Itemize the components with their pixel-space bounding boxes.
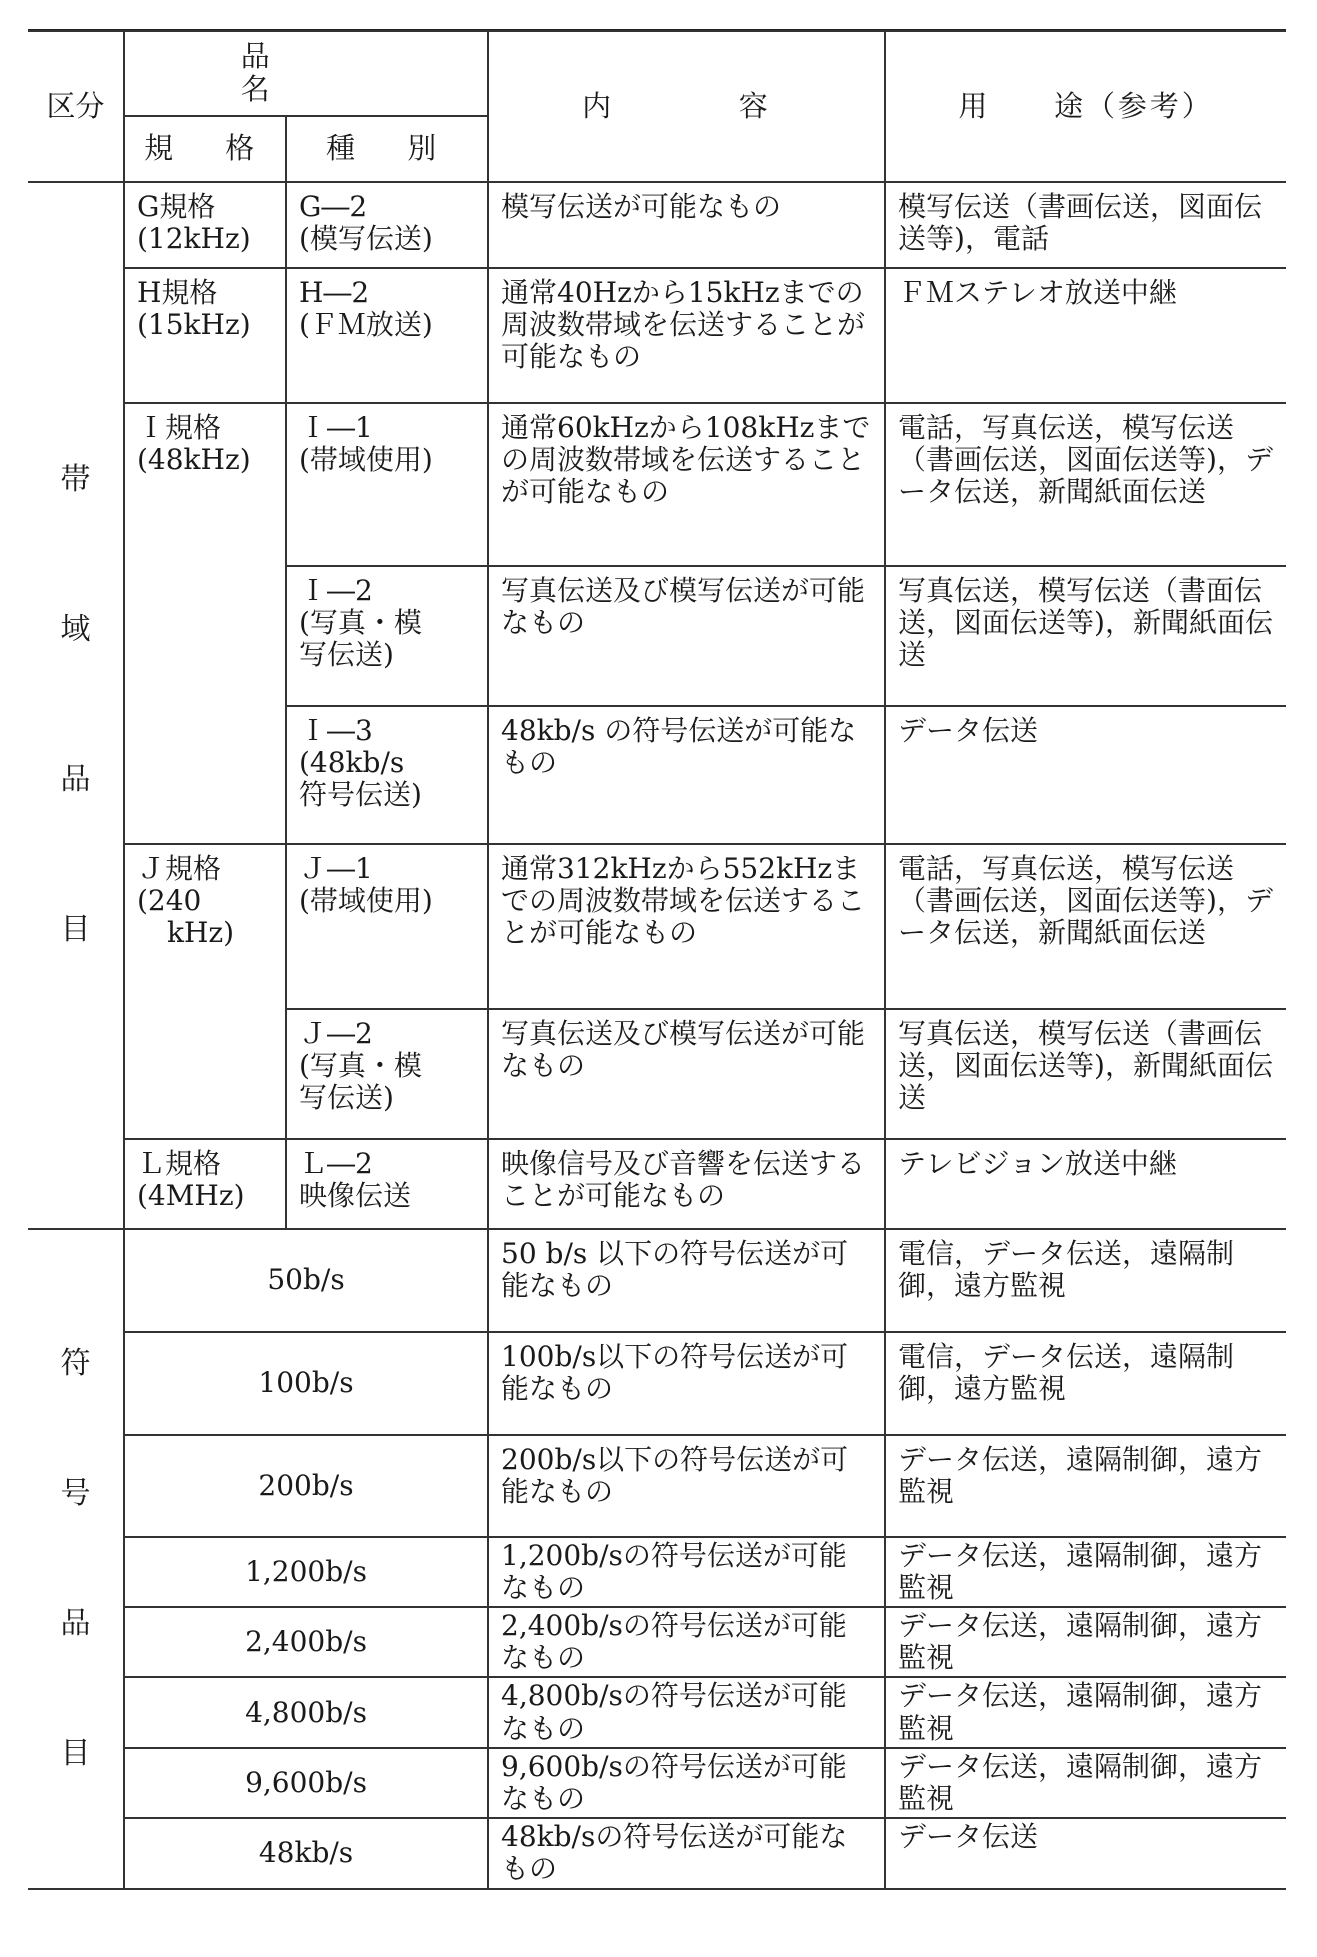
shubetsu-cell: Ｉ―1 (帯域使用) (286, 403, 488, 566)
band-row-i1 (28, 403, 1286, 566)
code-label-char: 符 (60, 1345, 91, 1381)
shubetsu-cell: Ｌ―2 映像伝送 (286, 1139, 488, 1229)
header-hinmei: 品 名 (124, 31, 488, 116)
youto-cell: 電話，写真伝送，模写伝送（書画伝送，図面伝送等)，データ伝送，新聞紙面伝送 (885, 403, 1286, 566)
band-row-j1 (28, 844, 1286, 1009)
shubetsu-cell: Ｉ―2 (写真・模 写伝送) (286, 566, 488, 706)
header-kubun: 区分 (28, 31, 124, 182)
rate-cell: 4,800b/s (124, 1677, 488, 1747)
naiyou-cell: 通常40Hzから15kHzまでの周波数帯域を伝送することが可能なもの (488, 268, 885, 403)
youto-cell: テレビジョン放送中継 (885, 1139, 1286, 1229)
header-shubetsu: 種 別 (286, 116, 488, 182)
naiyou-cell: 50 b/s 以下の符号伝送が可能なもの (488, 1229, 885, 1332)
code-row (28, 1818, 1286, 1888)
code-row (28, 1332, 1286, 1435)
youto-cell: データ伝送，遠隔制御，遠方監視 (885, 1435, 1286, 1537)
band-label-char: 域 (60, 612, 91, 648)
band-row-h (28, 268, 1286, 403)
kikaku-cell: Ｊ規格 (240 kHz) (124, 844, 286, 1139)
code-row (28, 1229, 1286, 1332)
youto-cell: データ伝送 (885, 1818, 1286, 1888)
youto-cell: データ伝送，遠隔制御，遠方監視 (885, 1748, 1286, 1818)
code-row (28, 1435, 1286, 1537)
youto-cell: データ伝送 (885, 706, 1286, 844)
band-section-label (28, 182, 124, 1229)
naiyou-cell: 写真伝送及び模写伝送が可能なもの (488, 1009, 885, 1139)
youto-cell: 模写伝送（書画伝送，図面伝送等)，電話 (885, 182, 1286, 268)
code-row (28, 1607, 1286, 1677)
code-row (28, 1748, 1286, 1818)
naiyou-cell: 通常60kHzから108kHzまでの周波数帯域を伝送することが可能なもの (488, 403, 885, 566)
code-row (28, 1677, 1286, 1747)
band-row-l (28, 1139, 1286, 1229)
youto-cell: 電信，データ伝送，遠隔制御，遠方監視 (885, 1229, 1286, 1332)
youto-cell: 写真伝送，模写伝送（書面伝送，図面伝送等)，新聞紙面伝送 (885, 566, 1286, 706)
code-label-char: 号 (60, 1475, 91, 1511)
spec-table (28, 30, 1286, 1890)
kikaku-cell: Ｌ規格 (4MHz) (124, 1139, 286, 1229)
band-row-g (28, 182, 1286, 268)
rate-cell: 1,200b/s (124, 1537, 488, 1607)
naiyou-cell: 200b/s以下の符号伝送が可能なもの (488, 1435, 885, 1537)
header-youto: 用 途（参考） (885, 31, 1286, 182)
kikaku-cell: G規格 (12kHz) (124, 182, 286, 268)
shubetsu-cell: G―2 (模写伝送) (286, 182, 488, 268)
code-section-label (28, 1229, 124, 1889)
naiyou-cell: 48kb/s の符号伝送が可能なもの (488, 706, 885, 844)
code-row (28, 1537, 1286, 1607)
code-label-char: 目 (60, 1735, 91, 1771)
code-label-char: 品 (60, 1605, 91, 1641)
naiyou-cell: 4,800b/sの符号伝送が可能なもの (488, 1677, 885, 1747)
youto-cell: データ伝送，遠隔制御，遠方監視 (885, 1677, 1286, 1747)
naiyou-cell: 1,200b/sの符号伝送が可能なもの (488, 1537, 885, 1607)
naiyou-cell: 通常312kHzから552kHzまでの周波数帯域を伝送することが可能なもの (488, 844, 885, 1009)
naiyou-cell: 100b/s以下の符号伝送が可能なもの (488, 1332, 885, 1435)
kikaku-cell: Ｉ規格 (48kHz) (124, 403, 286, 844)
shubetsu-cell: H―2 (ＦＭ放送) (286, 268, 488, 403)
rate-cell: 2,400b/s (124, 1607, 488, 1677)
band-label-char: 品 (60, 762, 91, 798)
shubetsu-cell: Ｊ―2 (写真・模 写伝送) (286, 1009, 488, 1139)
youto-cell: ＦＭステレオ放送中継 (885, 268, 1286, 403)
youto-cell: 写真伝送，模写伝送（書画伝送，図面伝送等)，新聞紙面伝送 (885, 1009, 1286, 1139)
rate-cell: 100b/s (124, 1332, 488, 1435)
rate-cell: 200b/s (124, 1435, 488, 1537)
youto-cell: データ伝送，遠隔制御，遠方監視 (885, 1607, 1286, 1677)
youto-cell: データ伝送，遠隔制御，遠方監視 (885, 1537, 1286, 1607)
rate-cell: 9,600b/s (124, 1748, 488, 1818)
naiyou-cell: 写真伝送及び模写伝送が可能なもの (488, 566, 885, 706)
naiyou-cell: 2,400b/sの符号伝送が可能なもの (488, 1607, 885, 1677)
band-label-char: 帯 (60, 462, 91, 498)
rate-cell: 50b/s (124, 1229, 488, 1332)
naiyou-cell: 48kb/sの符号伝送が可能なもの (488, 1818, 885, 1888)
header-kikaku: 規 格 (124, 116, 286, 182)
shubetsu-cell: Ｊ―1 (帯域使用) (286, 844, 488, 1009)
youto-cell: 電話，写真伝送，模写伝送（書画伝送，図面伝送等)，データ伝送，新聞紙面伝送 (885, 844, 1286, 1009)
header-naiyou: 内 容 (488, 31, 885, 182)
band-label-char: 目 (60, 912, 91, 948)
naiyou-cell: 映像信号及び音響を伝送することが可能なもの (488, 1139, 885, 1229)
naiyou-cell: 9,600b/sの符号伝送が可能なもの (488, 1748, 885, 1818)
youto-cell: 電信，データ伝送，遠隔制御，遠方監視 (885, 1332, 1286, 1435)
kikaku-cell: H規格 (15kHz) (124, 268, 286, 403)
shubetsu-cell: Ｉ―3 (48kb/s 符号伝送) (286, 706, 488, 844)
rate-cell: 48kb/s (124, 1818, 488, 1888)
naiyou-cell: 模写伝送が可能なもの (488, 182, 885, 268)
